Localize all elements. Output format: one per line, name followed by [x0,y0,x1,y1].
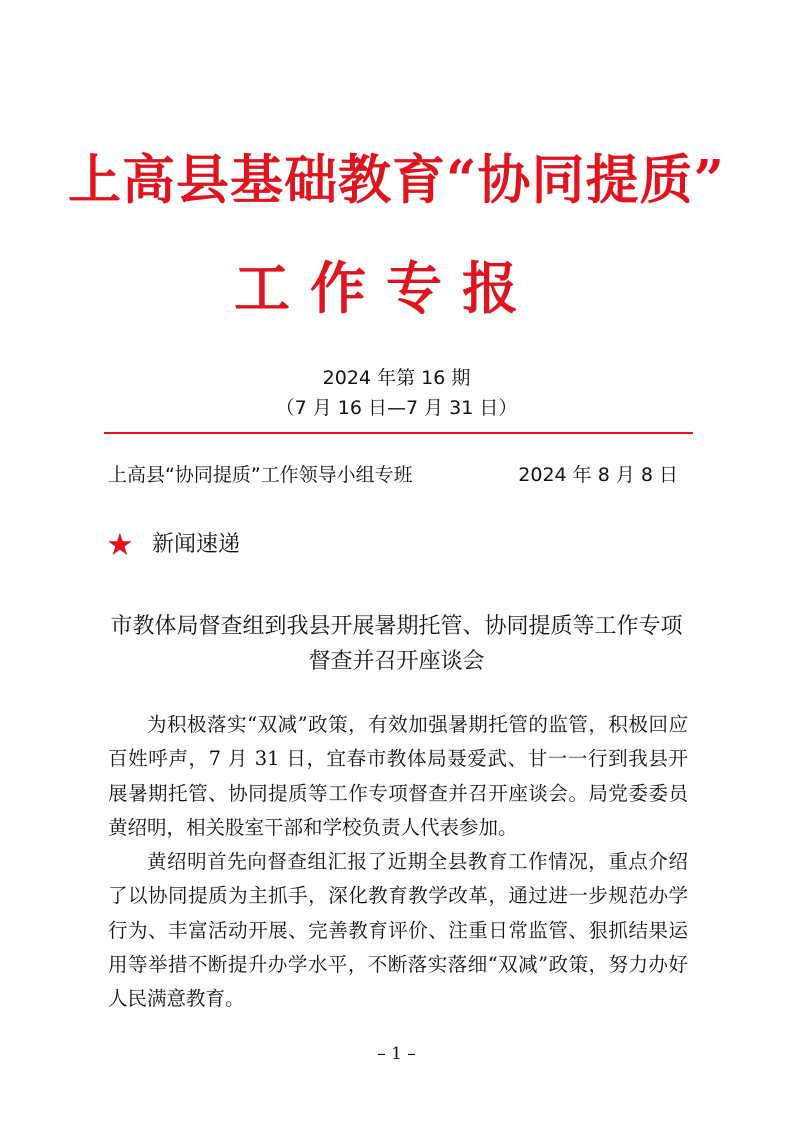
publication-date: 2024 年 8 月 8 日 [518,464,678,486]
issue-date-range: （7 月 16 日—7 月 31 日） [275,397,518,419]
masthead-title-line1: 上高县基础教育“协同提质” [68,149,725,211]
star-icon: ★ [106,527,134,563]
article-title: 市教体局督查组到我县开展暑期托管、协同提质等工作专项督查并召开座谈会 [110,614,683,674]
page-number: – 1 – [377,1044,416,1064]
issuer-name: 上高县“协同提质”工作领导小组专班 [108,464,413,486]
article-body [108,708,688,1017]
masthead-title-line2: 工作专报 [234,256,538,322]
section-header [106,527,240,563]
article-paragraph: 黄绍明首先向督查组汇报了近期全县教育工作情况，重点介绍了以协同提质为主抓手，深化教育教学改革，通过进一步规范办学行为、丰富活动开展、完善教育评价、注重日常监管、狠抓结果运用等举措不断提升办学水平，不断落实落细“双减”政策，努力办好人民满意教育。 [108,850,688,1011]
issue-number: 2024 年第 16 期 [322,367,471,389]
article-paragraph: 为积极落实“双减”政策，有效加强暑期托管的监管，积极回应百姓呼声，7 月 31 日，宜春市教体局聂爱武、甘一一行到我县开展暑期托管、协同提质等工作专项督查并召开座谈会。局党委委员黄绍明，相关股室干部和学校负责人代表参加。 [108,713,688,839]
masthead-divider [104,432,693,434]
section-label: 新闻速递 [152,532,241,557]
